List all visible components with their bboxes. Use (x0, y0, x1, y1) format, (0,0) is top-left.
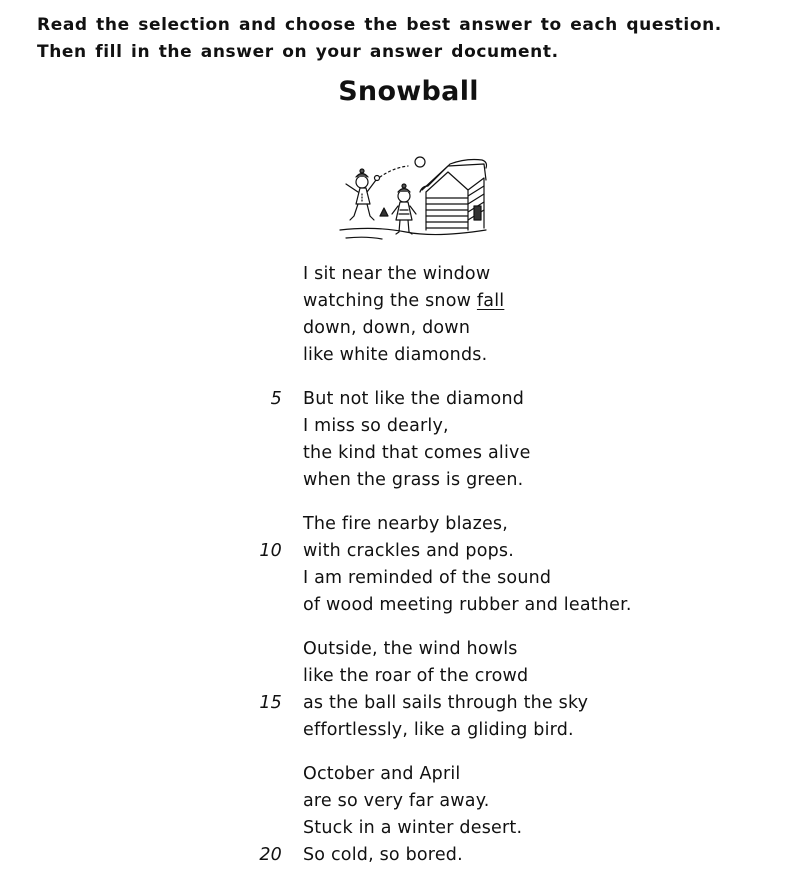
poem-line (0, 761, 800, 788)
poem-line (0, 788, 800, 815)
poem-line (0, 717, 800, 744)
stanza (0, 261, 800, 369)
poem-line (0, 288, 800, 315)
underlined-word: fall (476, 291, 505, 311)
poem-body (0, 261, 800, 886)
poem-line (0, 342, 800, 369)
poem-line (0, 511, 800, 538)
poem-line (0, 261, 800, 288)
line-text: So cold, so bored. (303, 845, 463, 865)
line-number: 10 (259, 541, 282, 561)
poem-line (0, 440, 800, 467)
line-text (303, 288, 504, 315)
stanza (0, 761, 800, 869)
line-text: down, down, down (303, 318, 471, 338)
line-text: October and April (303, 764, 461, 784)
line-text: with crackles and pops. (303, 541, 514, 561)
poem-line (0, 565, 800, 592)
poem-line (0, 315, 800, 342)
stanza (0, 636, 800, 744)
poem-line (0, 690, 800, 717)
line-number: 20 (259, 845, 282, 865)
poem-line (0, 842, 800, 869)
line-text: I am reminded of the sound (303, 568, 552, 588)
children-playing-snow-by-cabin-illustration (336, 150, 490, 244)
poem-line (0, 663, 800, 690)
poem-line (0, 467, 800, 494)
stanza (0, 511, 800, 619)
instructions-text: Read the selection and choose the best answer to each question. Then fill in the answer on your answer document. (37, 15, 722, 62)
line-text: the kind that comes alive (303, 443, 531, 463)
poem-line (0, 636, 800, 663)
line-text: like the roar of the crowd (303, 666, 529, 686)
line-text: But not like the diamond (303, 389, 525, 409)
line-text-before: watching the snow (303, 291, 477, 311)
line-text: The fire nearby blazes, (303, 514, 509, 534)
poem-line (0, 538, 800, 565)
poem-line (0, 413, 800, 440)
poem-line (0, 592, 800, 619)
stanza (0, 386, 800, 494)
line-text: like white diamonds. (303, 345, 488, 365)
line-number: 15 (259, 693, 282, 713)
line-number: 5 (270, 389, 282, 409)
line-text: Stuck in a winter desert. (303, 818, 523, 838)
line-text: when the grass is green. (303, 470, 524, 490)
line-text: I sit near the window (303, 264, 491, 284)
line-text: are so very far away. (303, 791, 490, 811)
line-text: I miss so dearly, (303, 416, 449, 436)
line-text: Outside, the wind howls (303, 639, 518, 659)
poem-title: Snowball (338, 76, 479, 107)
poem-line (0, 815, 800, 842)
poem-line (0, 386, 800, 413)
line-text: of wood meeting rubber and leather. (303, 595, 632, 615)
line-text: effortlessly, like a gliding bird. (303, 720, 574, 740)
line-text: as the ball sails through the sky (303, 693, 589, 713)
